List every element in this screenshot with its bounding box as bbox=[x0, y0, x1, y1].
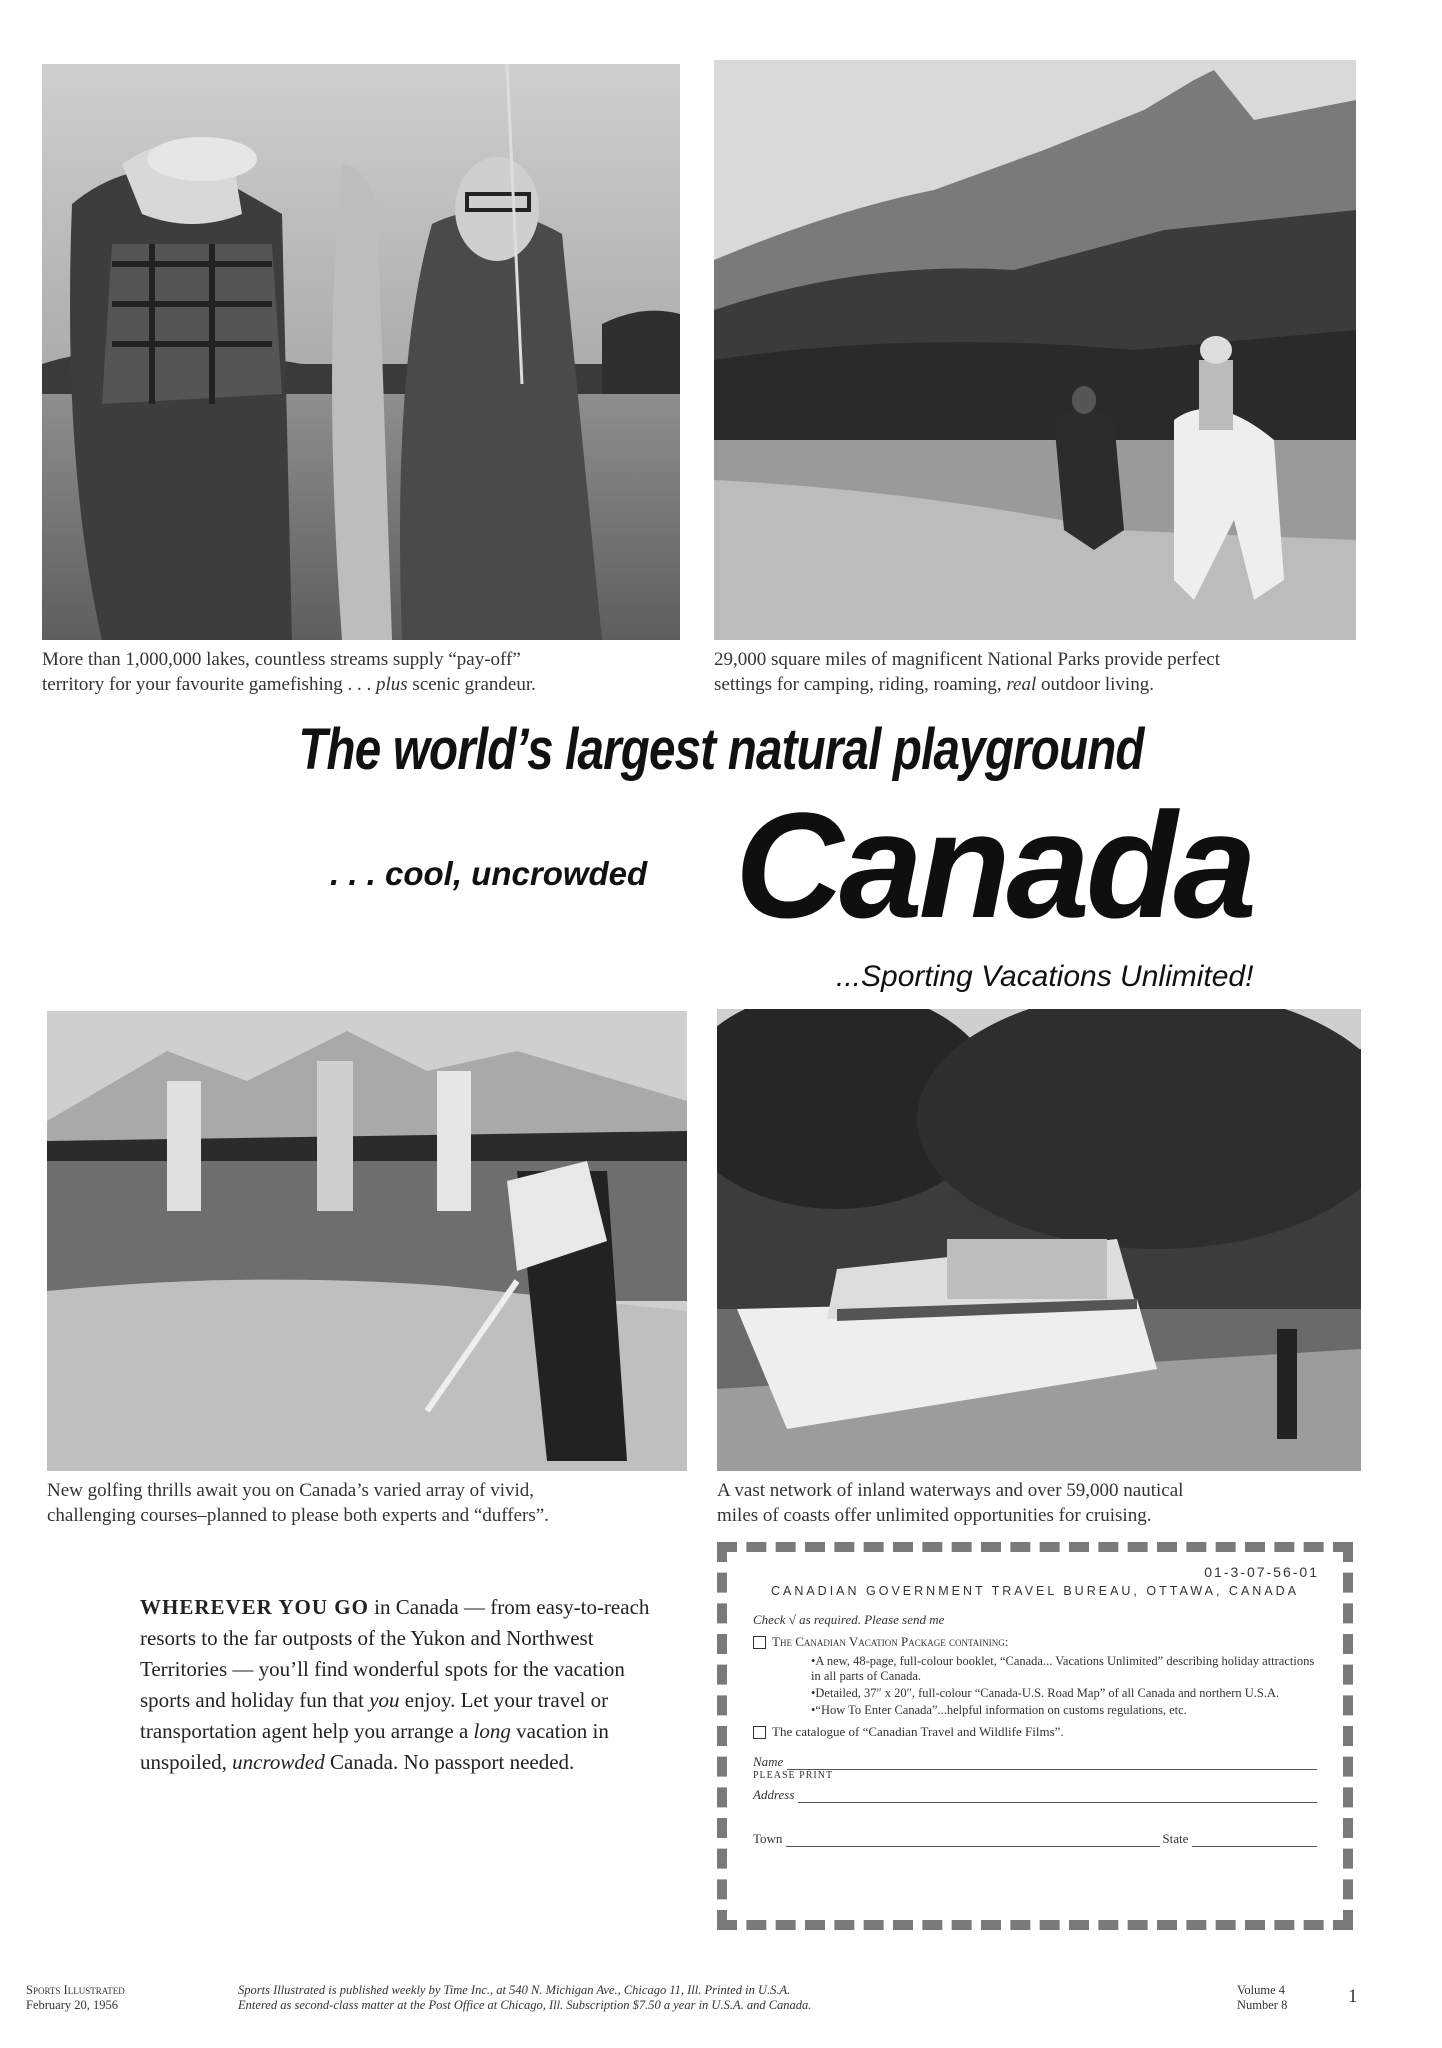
town-label: Town bbox=[753, 1831, 783, 1846]
coupon-code: 01-3-07-56-01 bbox=[1204, 1564, 1319, 1580]
body-copy-text-2: enjoy. Let your travel or transportation agent help you arrange a bbox=[140, 1688, 609, 1743]
film-catalogue-option[interactable] bbox=[753, 1724, 1317, 1740]
body-copy-text-1: in Canada — from easy-to-reach resorts to the far outposts of the Yukon and Northwest Territories — you’ll find wonderful spots for the vacation sports and holiday fun that bbox=[140, 1595, 650, 1712]
package-item-how-to-enter: • “How To Enter Canada”...helpful information on customs regulations, etc. bbox=[811, 1703, 1317, 1718]
tagline-sporting-vacations: ...Sporting Vacations Unlimited! bbox=[836, 960, 1254, 993]
riding-photo bbox=[714, 60, 1356, 640]
tagline-cool-uncrowded: . . . cool, uncrowded bbox=[330, 855, 648, 892]
vacation-package-label: The Canadian Vacation Package containing: bbox=[772, 1634, 1009, 1649]
fishing-caption-emphasis: plus bbox=[375, 674, 408, 695]
riding-caption-line-1: 29,000 square miles of magnificent National Parks provide perfect bbox=[714, 649, 1220, 670]
address-field[interactable] bbox=[753, 1787, 1317, 1803]
footer-volume-number: Volume 4 bbox=[1237, 1983, 1286, 1997]
state-label: State bbox=[1162, 1831, 1189, 1846]
fishing-caption-text-a: territory for your favourite gamefishing . . . bbox=[42, 674, 376, 695]
footer-issue-date: February 20, 1956 bbox=[26, 1998, 118, 2012]
vacation-package-option[interactable] bbox=[753, 1634, 1317, 1650]
state-line[interactable] bbox=[1192, 1834, 1317, 1847]
footer-issue-number: Number 8 bbox=[1237, 1998, 1288, 2012]
footer-publisher-notice bbox=[238, 1983, 811, 2013]
cruising-photo bbox=[717, 1009, 1361, 1471]
footer-publication bbox=[26, 1983, 125, 2013]
coupon-bureau-address: CANADIAN GOVERNMENT TRAVEL BUREAU, OTTAWA, CANADA bbox=[770, 1584, 1300, 1598]
coupon-instructions: Check √ as required. Please send me bbox=[753, 1612, 945, 1627]
fishing-caption-text-c: scenic grandeur. bbox=[407, 674, 536, 695]
golf-caption bbox=[47, 1478, 697, 1528]
cruising-caption bbox=[717, 1478, 1367, 1528]
riding-caption-text-c: outdoor living. bbox=[1036, 674, 1154, 695]
mail-in-coupon bbox=[717, 1542, 1353, 1930]
fishing-caption-line-2 bbox=[42, 672, 682, 697]
golf-photo bbox=[47, 1011, 687, 1471]
golf-photo-icon bbox=[47, 1011, 687, 1471]
fishing-photo-icon bbox=[42, 64, 680, 640]
town-line[interactable] bbox=[786, 1834, 1160, 1847]
body-copy bbox=[140, 1592, 660, 1778]
body-copy-text-4: Canada. No passport needed. bbox=[324, 1750, 575, 1774]
golf-caption-line-2: challenging courses–planned to please both experts and “duffers”. bbox=[47, 1505, 549, 1526]
footer-magazine-name: Sports Illustrated bbox=[26, 1983, 125, 1997]
package-contents-list bbox=[811, 1654, 1317, 1718]
footer-volume bbox=[1237, 1983, 1287, 2013]
horseback-riding-photo-icon bbox=[714, 60, 1356, 640]
address-label: Address bbox=[753, 1787, 795, 1802]
footer-notice-line-1: Sports Illustrated is published weekly by Time Inc., at 540 N. Michigan Ave., Chicago 11, Ill. Printed in U.S.A. bbox=[238, 1983, 791, 1997]
cruising-caption-line-1: A vast network of inland waterways and over 59,000 nautical bbox=[717, 1480, 1184, 1501]
cruiser-boat-photo-icon bbox=[717, 1009, 1361, 1471]
body-copy-emphasis-long: long bbox=[473, 1719, 511, 1743]
name-field[interactable] bbox=[753, 1754, 1317, 1770]
riding-caption-emphasis: real bbox=[1006, 674, 1037, 695]
package-item-road-map: • Detailed, 37″ x 20″, full-colour “Canada-U.S. Road Map” of all Canada and northern U.S.A. bbox=[811, 1686, 1317, 1701]
body-copy-lead: WHEREVER YOU GO bbox=[140, 1595, 369, 1619]
fishing-caption-line-1: More than 1,000,000 lakes, countless streams supply “pay-off” bbox=[42, 649, 521, 670]
body-copy-text-3: vacation in unspoiled, bbox=[140, 1719, 609, 1774]
golf-caption-line-1: New golfing thrills await you on Canada’s varied array of vivid, bbox=[47, 1480, 535, 1501]
film-catalogue-checkbox[interactable] bbox=[753, 1726, 766, 1739]
please-print-note: PLEASE PRINT bbox=[753, 1770, 834, 1781]
footer-notice-line-2: Entered as second-class matter at the Post Office at Chicago, Ill. Subscription $7.50 a year in U.S.A. and Canada. bbox=[238, 1998, 812, 2012]
canada-wordmark: Canada bbox=[735, 781, 1253, 949]
headline: The world’s largest natural playground bbox=[298, 717, 1144, 782]
town-state-field[interactable] bbox=[753, 1831, 1317, 1847]
page-number: 1 bbox=[1348, 1986, 1358, 2007]
name-line[interactable] bbox=[787, 1757, 1317, 1770]
riding-caption-line-2 bbox=[714, 672, 1364, 697]
riding-caption bbox=[714, 647, 1364, 697]
riding-caption-text-a: settings for camping, riding, roaming, bbox=[714, 674, 1007, 695]
film-catalogue-label: The catalogue of “Canadian Travel and Wildlife Films”. bbox=[772, 1724, 1064, 1739]
body-copy-emphasis-you: you bbox=[369, 1688, 400, 1712]
fishing-photo bbox=[42, 64, 680, 640]
name-label: Name bbox=[753, 1754, 784, 1769]
body-copy-emphasis-uncrowded: uncrowded bbox=[232, 1750, 325, 1774]
vacation-package-checkbox[interactable] bbox=[753, 1636, 766, 1649]
address-line[interactable] bbox=[798, 1790, 1317, 1803]
cruising-caption-line-2: miles of coasts offer unlimited opportunities for cruising. bbox=[717, 1505, 1152, 1526]
package-item-booklet: • A new, 48-page, full-colour booklet, “Canada... Vacations Unlimited” describing holiday attractions in all parts of Canada. bbox=[811, 1654, 1317, 1684]
fishing-caption bbox=[42, 647, 682, 697]
